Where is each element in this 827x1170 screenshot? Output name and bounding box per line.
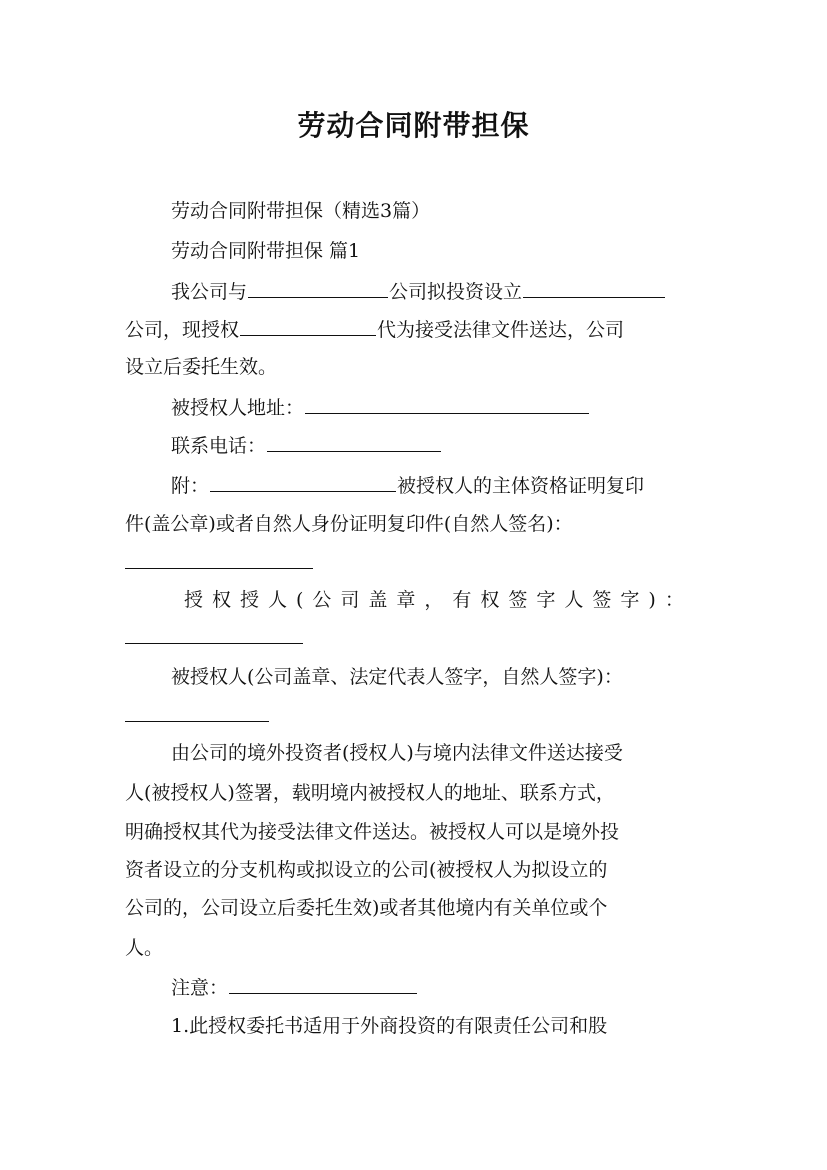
text-line: 件(盖公章)或者自然人身份证明复印件(自然人签名)： (125, 513, 573, 535)
text-line (171, 394, 705, 421)
section-heading: 劳动合同附带担保 篇1 (171, 240, 361, 262)
fill-blank (229, 974, 417, 994)
text-fragment: 公司拟投资设立 (389, 281, 523, 303)
fill-blank (267, 432, 441, 452)
paragraph-line: 资者设立的分支机构或拟设立的公司(被授权人为拟设立的 (125, 859, 608, 881)
document-title: 劳动合同附带担保 (297, 109, 530, 142)
text-fragment: 注意： (171, 977, 229, 999)
paragraph-line: 公司的，公司设立后委托生效)或者其他境内有关单位或个 (125, 897, 608, 919)
paragraph-line: 由公司的境外投资者(授权人)与境内法律文件送达接受 (171, 742, 623, 764)
text-line (171, 432, 705, 459)
fill-blank (125, 720, 269, 722)
text-line: 设立后委托生效。 (125, 356, 278, 378)
paragraph-line: 人。 (125, 937, 164, 959)
fill-blank (240, 316, 376, 336)
text-line: 1.此授权委托书适用于外商投资的有限责任公司和股 (171, 1015, 608, 1037)
fill-blank (125, 642, 303, 644)
fill-blank (210, 472, 396, 492)
text-fragment: 被授权人的主体资格证明复印 (397, 475, 645, 497)
fill-blank (305, 394, 589, 414)
text-fragment: 被授权人地址： (171, 397, 305, 419)
text-line (171, 472, 705, 499)
text-line (125, 316, 705, 343)
fill-blank (248, 278, 388, 298)
text-fragment: 联系电话： (171, 435, 267, 457)
paragraph-line: 人(被授权人)签署，载明境内被授权人的地址、联系方式， (125, 782, 615, 804)
text-fragment: 我公司与 (171, 281, 248, 303)
text-line (171, 974, 705, 1001)
text-fragment: 公司，现授权 (125, 319, 240, 341)
text-line: 授权授人(公司盖章，有权签字人签字)： (184, 589, 693, 611)
text-fragment: 代为接受法律文件送达，公司 (377, 319, 625, 341)
text-fragment: 附： (171, 475, 210, 497)
text-line (171, 278, 705, 305)
text-line: 被授权人(公司盖章、法定代表人签字，自然人签字)： (171, 666, 623, 688)
subtitle-line: 劳动合同附带担保（精选3篇） (171, 200, 431, 222)
fill-blank (523, 278, 665, 298)
paragraph-line: 明确授权其代为接受法律文件送达。被授权人可以是境外投 (125, 821, 620, 843)
fill-blank (125, 567, 313, 569)
